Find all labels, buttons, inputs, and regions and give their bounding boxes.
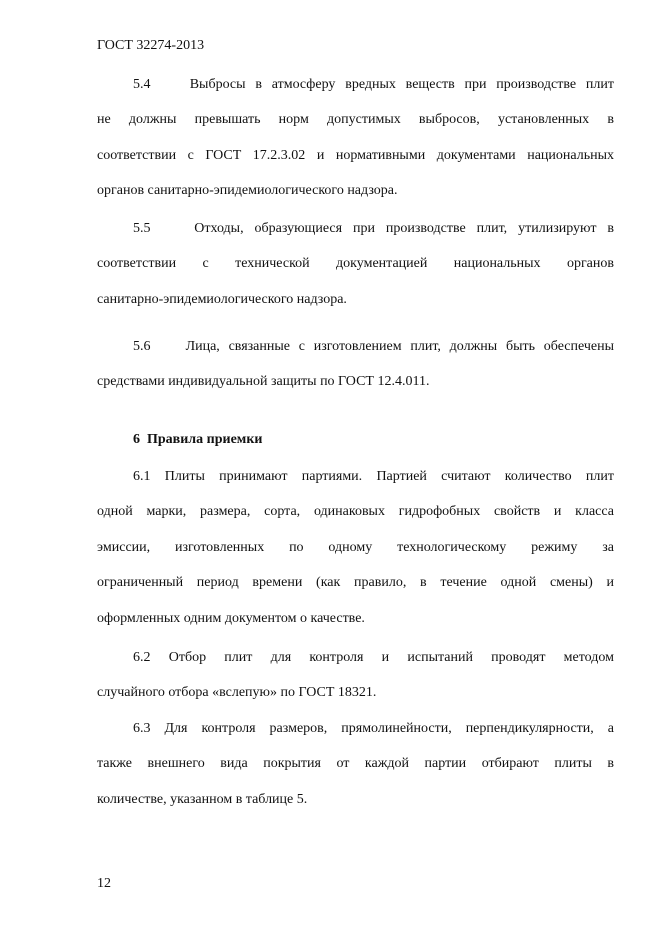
paragraph-line: соответствии с технической документацией национальных органов <box>97 256 614 272</box>
paragraph-5-6 <box>97 329 614 400</box>
paragraph-line: 5.5 Отходы, образующиеся при производстве плит, утилизируют в <box>133 221 614 236</box>
paragraph-5-5 <box>97 211 614 317</box>
paragraph-5-4 <box>97 67 614 209</box>
paragraph-6-2 <box>97 640 614 711</box>
page-number: 12 <box>97 876 111 891</box>
paragraph-line: 5.4 Выбросы в атмосферу вредных веществ при производстве плит <box>133 77 614 92</box>
paragraph-line: 5.6 Лица, связанные с изготовлением плит, должны быть обеспечены <box>133 339 614 354</box>
paragraph-line: соответствии с ГОСТ 17.2.3.02 и нормативными документами национальных <box>97 147 614 163</box>
paragraph-6-1 <box>97 459 614 636</box>
paragraph-line: санитарно-эпидемиологического надзора. <box>97 291 347 307</box>
section-heading: 6 Правила приемки <box>133 432 263 447</box>
paragraph-line: не должны превышать норм допустимых выбросов, установленных в <box>97 112 614 128</box>
paragraph-line: средствами индивидуальной защиты по ГОСТ 12.4.011. <box>97 374 430 390</box>
paragraph-line: оформленных одним документом о качестве. <box>97 610 365 626</box>
paragraph-line: 6.3 Для контроля размеров, прямолинейности, перпендикулярности, а <box>133 721 614 736</box>
paragraph-line: органов санитарно-эпидемиологического надзора. <box>97 183 398 199</box>
paragraph-line: эмиссии, изготовленных по одному технологическому режиму за <box>97 539 614 555</box>
document-header: ГОСТ 32274-2013 <box>97 38 205 53</box>
paragraph-line: количестве, указанном в таблице 5. <box>97 791 308 807</box>
paragraph-6-3 <box>97 711 614 817</box>
paragraph-line: одной марки, размера, сорта, одинаковых гидрофобных свойств и класса <box>97 504 614 520</box>
paragraph-line: случайного отбора «вслепую» по ГОСТ 18321. <box>97 685 377 701</box>
paragraph-line: 6.2 Отбор плит для контроля и испытаний проводят методом <box>133 650 614 665</box>
paragraph-line: также внешнего вида покрытия от каждой партии отбирают плиты в <box>97 756 614 772</box>
paragraph-line: ограниченный период времени (как правило, в течение одной смены) и <box>97 575 614 591</box>
paragraph-line: 6.1 Плиты принимают партиями. Партией считают количество плит <box>133 469 614 484</box>
